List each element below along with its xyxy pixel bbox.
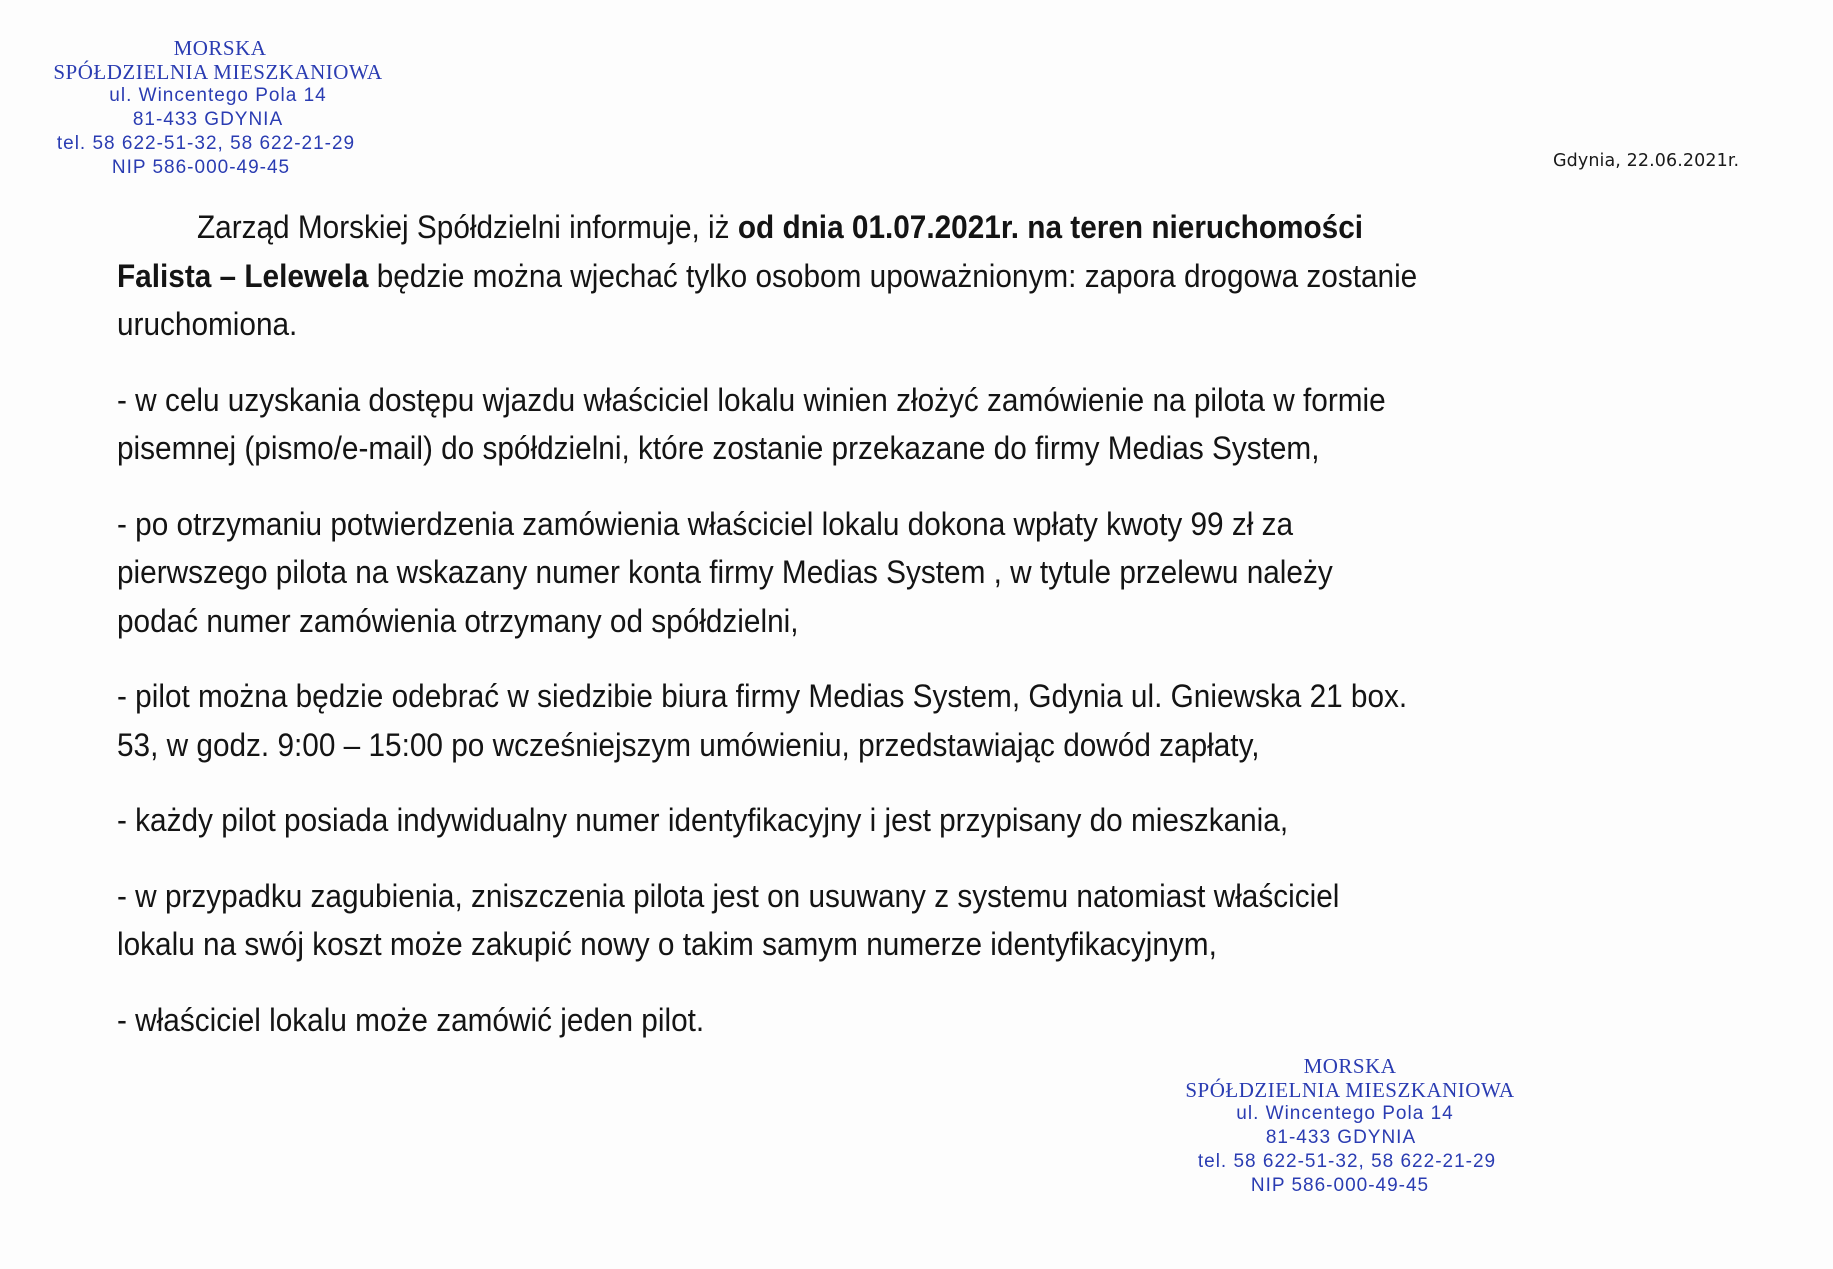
intro-line-1-bold: od dnia 01.07.2021r. na teren nieruchomości [737,209,1364,245]
stamp-city-line: 81-433 GDYNIA [132,109,284,130]
intro-line-2-bold: Falista – Lelewela [117,257,369,294]
intro-line-1-regular: Zarząd Morskiej Spółdzielni informuje, iż [196,209,738,245]
stamp-street-line: ul. Wincentego Pola 14 [109,85,327,106]
stamp-nip-line: NIP 586-000-49-45 [111,157,291,178]
point-line: - w celu uzyskania dostępu wjazdu właściciel lokalu winien złożyć zamówienie na pilota w formie [117,381,1386,418]
intro-line-3: uruchomiona. [117,306,298,342]
intro-line-1 [117,203,1797,252]
stamp-name-line: MORSKA [1303,1054,1397,1078]
point-line: - po otrzymaniu potwierdzenia zamówienia właściciel lokalu dokona wpłaty kwoty 99 zł za [117,505,1294,542]
point-item [117,872,1797,969]
point-item [117,672,1797,769]
point-line: - w przypadku zagubienia, zniszczenia pilota jest on usuwany z systemu natomiast właściciel [117,877,1340,914]
letter-body [117,203,1797,1071]
point-item [117,796,1797,845]
stamp-org-line: SPÓŁDZIELNIA MIESZKANIOWA [1185,1078,1515,1102]
intro-paragraph [117,203,1797,349]
point-item [117,376,1797,473]
point-line: 53, w godz. 9:00 – 15:00 po wcześniejszym umówieniu, przedstawiając dowód zapłaty, [117,726,1260,763]
stamp-street-line: ul. Wincentego Pola 14 [1236,1103,1454,1124]
point-line: - pilot można będzie odebrać w siedzibie biura firmy Medias System, Gdynia ul. Gniewska 21 box. [117,678,1408,714]
stamp-phone-line: tel. 58 622-51-32, 58 622-21-29 [1197,1151,1497,1172]
point-item [117,996,1797,1045]
point-line: podać numer zamówienia otrzymany od spółdzielni, [117,602,799,639]
intro-line-2 [117,252,1797,301]
point-line: lokalu na swój koszt może zakupić nowy o takim samym numerze identyfikacyjnym, [117,926,1217,962]
cooperative-stamp-top [10,36,430,180]
letter-date: Gdynia, 22.06.2021r. [1553,151,1740,171]
point-line: - każdy pilot posiada indywidualny numer identyfikacyjny i jest przypisany do mieszkania, [117,802,1289,838]
stamp-nip-line: NIP 586-000-49-45 [1250,1175,1430,1196]
point-line: pisemnej (pismo/e-mail) do spółdzielni, które zostanie przekazane do firmy Medias System, [117,430,1320,466]
point-line: - właściciel lokalu może zamówić jeden pilot. [117,1001,705,1038]
stamp-name-line: MORSKA [173,36,267,60]
intro-line-2-regular: będzie można wjechać tylko osobom upoważnionym: zapora drogowa zostanie [368,257,1418,294]
cooperative-stamp-bottom [1140,1054,1560,1198]
point-item [117,500,1797,646]
stamp-city-line: 81-433 GDYNIA [1265,1127,1417,1148]
stamp-org-line: SPÓŁDZIELNIA MIESZKANIOWA [53,60,383,84]
stamp-phone-line: tel. 58 622-51-32, 58 622-21-29 [56,133,356,154]
point-line: pierwszego pilota na wskazany numer konta firmy Medias System , w tytule przelewu należy [117,554,1333,590]
